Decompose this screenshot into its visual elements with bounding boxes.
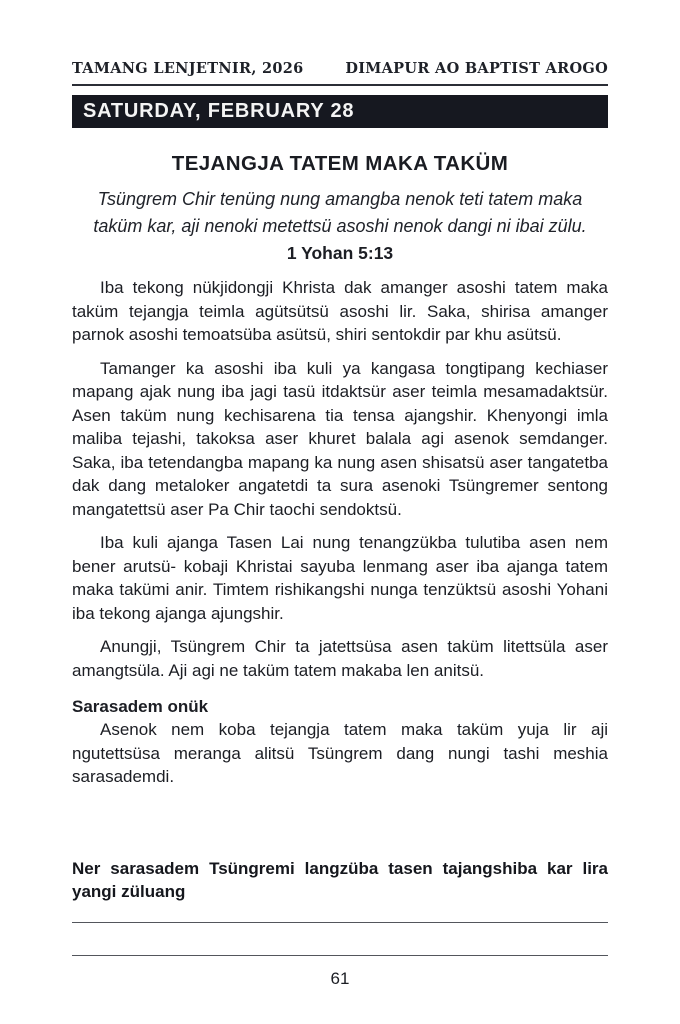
body-paragraph: Iba tekong nükjidongji Khrista dak amanger asoshi tatem maka taküm tejangja teimla agütsütsü asoshi lir. Saka, shirisa amanger parnok asoshi temoatsüba asütsü, shiri sentokdir par khu asütsü.: [72, 278, 608, 344]
lesson-title: TEJANGJA TATEM MAKA TAKÜM: [171, 152, 509, 175]
running-header: [72, 60, 608, 86]
header-publication-title: TAMANG LENJETNIR, 2026: [72, 60, 304, 77]
body-paragraph: Tamanger ka asoshi iba kuli ya kangasa tongtipang kechiaser mapang ajak nung iba jagi tasü itdaktsür aser teimla mesamadaktsür. Asen taküm nung kechisarena tia tensa ajangshir. Khenyongi imla maliba tejashi, takoksa aser khuret balala agi asenok semdanger. Saka, iba tetendangba mapang ka nung asen shisatsü aser tangatetba dak dang metaloker angatetdi ta sura asenoki Tsüngremer sentong mangatettsü aser Pa Chir taochi sendoktsü.: [72, 358, 608, 519]
header-church-name: DIMAPUR AO BAPTIST AROGO: [345, 60, 608, 77]
prayer-section-heading: Sarasadem onük: [72, 697, 209, 716]
date-banner: [72, 95, 608, 128]
writing-line: [72, 922, 608, 923]
scripture-verse-text: Tsüngrem Chir tenüng nung amangba nenok teti tatem maka taküm kar, aji nenoki metettsü asoshi nenok dangi ni ibai zülu.: [93, 189, 587, 236]
journal-prompt: Ner sarasadem Tsüngremi langzüba tasen tajangshiba kar lira yangi züluang: [72, 858, 608, 901]
date-banner-label: SATURDAY, FEBRUARY 28: [83, 100, 355, 122]
body-paragraph: Anungji, Tsüngrem Chir ta jatettsüsa asen taküm litettsüla aser amangtsüla. Aji agi ne taküm tatem makaba len anitsü.: [72, 637, 608, 680]
prayer-section-paragraph: Asenok nem koba tejangja tatem maka taküm yuja lir aji ngutettsüsa meranga alitsü Tsüngrem dang nungi tashi meshia sarasademdi.: [72, 720, 608, 786]
body-paragraph: Iba kuli ajanga Tasen Lai nung tenangzükba tulutiba asen nem bener arutsü- kobaji Khristai sayuba lenmang aser iba ajanga tatem maka takümi anir. Timtem rishikangshi nunga tenzüktsü asoshi Yohani iba tekong ajanga ajungshir.: [72, 533, 608, 623]
scripture-reference: 1 Yohan 5:13: [286, 243, 394, 263]
page-number: 61: [330, 968, 350, 988]
writing-line: [72, 955, 608, 956]
devotional-body: [72, 276, 608, 682]
